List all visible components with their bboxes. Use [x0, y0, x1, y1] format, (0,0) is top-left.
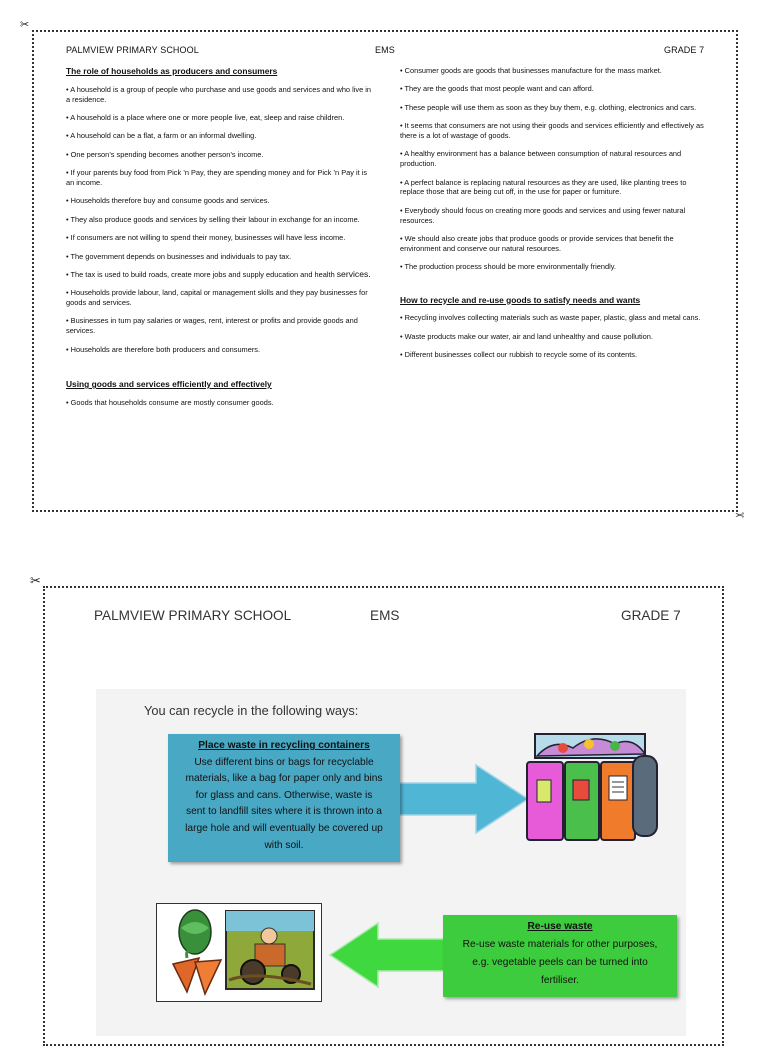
- list-item: • Consumer goods are goods that businesses manufacture for the mass market.: [400, 66, 662, 75]
- vegetables-icon: [165, 908, 225, 996]
- scissors-icon: ✂: [20, 19, 30, 31]
- recycle-containers-box: [168, 734, 400, 862]
- school-name: PALMVIEW PRIMARY SCHOOL: [66, 45, 199, 55]
- list-item: • Recycling involves collecting materials such as waste paper, plastic, glass and metal cans.: [400, 313, 701, 323]
- list-item: • If consumers are not willing to spend their money, businesses will have less income.: [66, 233, 346, 243]
- list-item: • If your parents buy food from Pick ’n Pay, they are spending money and for Pick ’n Pay it is an income.: [66, 168, 368, 187]
- list-item: • One person’s spending becomes another person’s income.: [66, 149, 264, 159]
- subject-label: EMS: [375, 45, 395, 55]
- list-item: • The government depends on businesses and individuals to pay tax.: [66, 251, 292, 261]
- box-line: fertiliser.: [541, 975, 579, 986]
- box-title: Re-use waste: [527, 921, 593, 932]
- box-line: for glass and cans. Otherwise, waste is: [195, 789, 373, 801]
- worksheet-page-2: [43, 586, 724, 1046]
- subject-label: EMS: [370, 608, 400, 623]
- box-line: Use different bins or bags for recyclable: [194, 756, 374, 768]
- list-item-tail: services.: [336, 268, 371, 279]
- list-item: • Different businesses collect our rubbish to recycle some of its contents.: [400, 350, 638, 360]
- list-item: • A household is a group of people who purchase and use goods and services and who live in a residence.: [66, 84, 371, 104]
- list-item: • A healthy environment has a balance between consumption of natural resources and production.: [400, 149, 682, 169]
- arrow-right-icon: [398, 763, 530, 835]
- list-item: • It seems that consumers are not using their goods and services efficiently and effectively as there is a lot of wastage of goods.: [400, 121, 704, 140]
- list-item: • Households are therefore both producers and consumers.: [66, 344, 261, 354]
- tractor-field-icon: [225, 910, 315, 990]
- box-line: with soil.: [264, 839, 304, 851]
- arrow-left-icon: [328, 921, 448, 989]
- box-line: sent to landfill sites where it is thrown into a: [186, 806, 382, 818]
- list-item: • Everybody should focus on creating more goods and services and using fewer natural resources.: [400, 205, 686, 225]
- list-item: • A household can be a flat, a farm or an informal dwelling.: [66, 131, 257, 141]
- list-item: • Households therefore buy and consume goods and services.: [66, 196, 270, 206]
- box-line: materials, like a bag for paper only and bins: [185, 773, 383, 785]
- worksheet-page-1: [32, 30, 738, 512]
- list-item: [66, 270, 372, 280]
- list-item: • Goods that households consume are mostly consumer goods.: [66, 397, 274, 407]
- scissors-icon: ✂: [735, 510, 745, 522]
- list-item: • Businesses in turn pay salaries or wages, rent, interest or profits and provide goods and services.: [66, 316, 358, 336]
- list-item: • They are the goods that most people want and can afford.: [400, 84, 594, 94]
- left-column: [66, 67, 372, 416]
- list-item: • A perfect balance is replacing natural resources as they are used, like planting trees to replace those that are being cut off, in the use for paper or furniture.: [400, 177, 687, 197]
- box-line: e.g. vegetable peels can be turned into: [472, 957, 648, 968]
- recycle-intro: You can recycle in the following ways:: [144, 703, 359, 718]
- list-item: • The production process should be more environmentally friendly.: [400, 262, 616, 272]
- box-title: Place waste in recycling containers: [198, 740, 370, 751]
- right-column: [400, 66, 706, 368]
- section-heading-households: The role of households as producers and consumers: [66, 66, 278, 76]
- list-item: • They also produce goods and services by selling their labour in exchange for an income.: [66, 214, 360, 224]
- reuse-waste-box: [443, 915, 677, 997]
- list-item: • Households provide labour, land, capital or management skills and they pay businesses for goods and services.: [66, 288, 368, 308]
- grade-label: GRADE 7: [664, 45, 705, 55]
- list-item: • Waste products make our water, air and land unhealthy and cause pollution.: [400, 331, 653, 341]
- list-item: • These people will use them as soon as they buy them, e.g. clothing, electronics and cars.: [400, 102, 697, 112]
- school-name: PALMVIEW PRIMARY SCHOOL: [94, 608, 292, 623]
- box-line: Re-use waste materials for other purposes,: [462, 939, 658, 950]
- list-item: • We should also create jobs that produce goods or provide services that benefit the environment and conserve our natural resources.: [400, 233, 674, 253]
- recycling-bins-icon: [523, 726, 663, 846]
- list-item-text: • The tax is used to build roads, create more jobs and supply education and health: [66, 269, 335, 279]
- grade-label: GRADE 7: [621, 608, 681, 623]
- section-heading-efficiency: Using goods and services efficiently and effectively: [66, 379, 272, 390]
- list-item: • A household is a place where one or more people live, eat, sleep and raise children.: [66, 112, 345, 122]
- box-line: large hole and will eventually be covered up: [185, 822, 383, 834]
- scissors-icon: ✂: [30, 573, 41, 588]
- section-heading-recycle: How to recycle and re-use goods to satisfy needs and wants: [400, 294, 641, 305]
